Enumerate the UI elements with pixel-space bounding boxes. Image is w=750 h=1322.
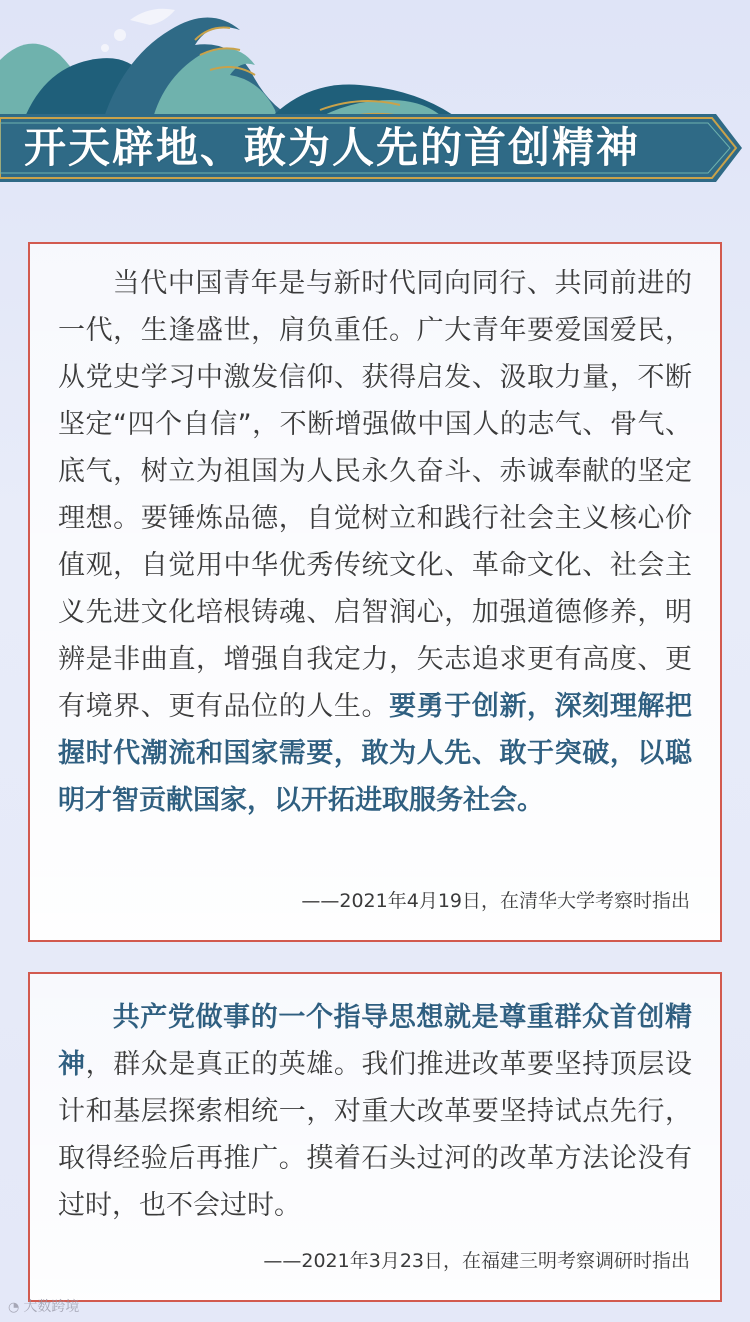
watermark-text: 大数跨境: [23, 1299, 80, 1315]
quote-2-normal: ，群众是真正的英雄。我们推进改革要坚持顶层设计和基层探索相统一，对重大改革要坚持试点先行，取得经验后再推广。摸着石头过河的改革方法论没有过时，也不会过时。: [58, 1049, 693, 1221]
watermark: [8, 1296, 79, 1316]
quote-2-bold: 共产党做事的一个指导思想就是尊重群众首创精神: [58, 1002, 692, 1080]
quote-text-1: [58, 260, 692, 824]
quote-2-source: ——2021年3月23日，在福建三明考察调研时指出: [263, 1250, 690, 1272]
page-title: 开天辟地、敢为人先的首创精神: [24, 123, 641, 172]
quote-1-source: ——2021年4月19日，在清华大学考察时指出: [301, 890, 690, 912]
quote-1-normal: 当代中国青年是与新时代同向同行、共同前进的一代，生逢盛世，肩负重任。广大青年要爱国爱民，从党史学习中激发信仰、获得启发、汲取力量，不断坚定“四个自信”，不断增强做中国人的志气、骨气、底气，树立为祖国为人民永久奋斗、赤诚奉献的坚定理想。要锤炼品德，自觉树立和践行社会主义核心价值观，自觉用中华优秀传统文化、革命文化、社会主义先进文化培根铸魂、启智润心，加强道德修养，明辨是非曲直，增强自我定力，矢志追求更有高度、更有境界、更有品位的人生。: [58, 268, 692, 722]
quote-card-1: [28, 242, 722, 942]
quote-text-2: [58, 994, 692, 1229]
quote-card-2: [28, 972, 722, 1302]
logo-icon: ◔: [8, 1300, 20, 1315]
quote-1-bold: 要勇于创新，深刻理解把握时代潮流和国家需要，敢为人先、敢于突破，以聪明才智贡献国家，以开拓进取服务社会。: [58, 691, 693, 816]
title-banner: [0, 110, 750, 186]
